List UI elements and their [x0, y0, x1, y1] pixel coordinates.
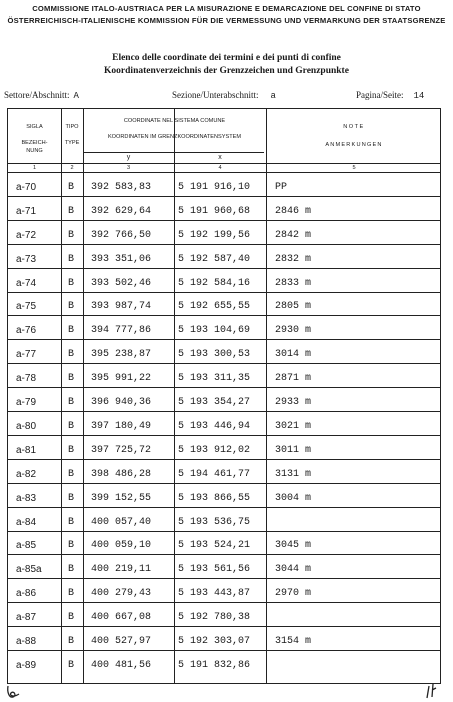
coordinate-y: 400 667,08 — [91, 612, 152, 624]
point-code: a-78 — [16, 373, 37, 385]
list-title-italian: Elenco delle coordinate dei termini e dei punti di confine — [112, 53, 341, 63]
coordinate-x: 5 191 832,86 — [178, 659, 251, 671]
header-bezeichnung: BEZEICH- NUNG — [21, 140, 48, 154]
header-rule — [83, 152, 264, 153]
point-code: a-88 — [16, 636, 37, 647]
coordinate-x: 5 191 916,10 — [178, 181, 251, 193]
point-note: 3131 m — [275, 468, 312, 480]
point-note: 3004 m — [275, 492, 312, 504]
row-rule — [8, 292, 440, 293]
settore-field — [4, 90, 79, 101]
coordinate-y: 400 279,43 — [91, 588, 152, 600]
point-type: B — [68, 301, 75, 313]
point-code: a-87 — [16, 612, 37, 624]
row-rule — [8, 626, 440, 627]
point-note: 2933 m — [275, 397, 312, 408]
row-rule — [8, 411, 440, 412]
point-code: a-70 — [16, 181, 37, 193]
initials-mark-right — [424, 682, 444, 700]
row-rule — [8, 387, 440, 388]
coordinates-table — [7, 108, 441, 684]
row-rule — [8, 578, 440, 579]
point-code: a-81 — [16, 444, 37, 456]
point-code: a-76 — [16, 325, 37, 337]
point-note: 3011 m — [275, 444, 312, 456]
point-type: B — [68, 420, 75, 432]
pagina-field — [356, 90, 424, 101]
point-type: B — [68, 277, 75, 289]
coordinate-x: 5 193 866,55 — [178, 492, 251, 504]
row-rule — [8, 483, 440, 484]
point-type: B — [68, 636, 75, 647]
point-note: 3154 m — [275, 636, 312, 647]
point-code: a-71 — [16, 205, 37, 217]
point-code: a-75 — [16, 301, 37, 313]
coordinate-x: 5 192 584,16 — [178, 277, 251, 289]
point-type: B — [68, 349, 75, 361]
pagina-label: Pagina/Seite: — [356, 90, 404, 100]
point-code: a-82 — [16, 468, 37, 480]
point-note: 2833 m — [275, 277, 312, 289]
coordinate-y: 393 351,06 — [91, 253, 152, 265]
coordinate-x: 5 192 587,40 — [178, 253, 251, 265]
point-code: a-80 — [16, 420, 37, 432]
point-note: PP — [275, 181, 288, 193]
row-rule — [8, 244, 440, 245]
header-y: y — [126, 154, 131, 161]
point-code: a-73 — [16, 253, 37, 265]
header-coord-italian: COORDINATE NEL SISTEMA COMUNE — [123, 118, 226, 124]
coordinate-x: 5 193 300,53 — [178, 349, 251, 361]
initials-mark-left — [4, 684, 26, 700]
settore-label: Settore/Abschnitt: — [4, 90, 70, 100]
coordinate-x: 5 192 303,07 — [178, 636, 251, 647]
point-type: B — [68, 444, 75, 456]
sezione-label: Sezione/Unterabschnitt: — [172, 90, 259, 100]
row-rule — [8, 531, 440, 532]
point-code: a-77 — [16, 349, 37, 361]
list-title-german: Koordinatenverzeichnis der Grenzzeichen und Grenzpunkte — [104, 66, 349, 76]
coordinate-y: 395 991,22 — [91, 373, 152, 385]
point-note: 2846 m — [275, 205, 312, 217]
coordinate-y: 393 987,74 — [91, 301, 152, 313]
header-typ: TYPE — [64, 140, 80, 146]
point-type: B — [68, 659, 75, 671]
coordinate-x: 5 193 561,56 — [178, 564, 251, 576]
row-rule — [8, 363, 440, 364]
coordinate-y: 392 766,50 — [91, 229, 152, 241]
point-note: 2871 m — [275, 373, 312, 385]
sezione-value: a — [270, 91, 276, 101]
point-note: 3045 m — [275, 540, 312, 552]
point-code: a-72 — [16, 229, 37, 241]
point-type: B — [68, 492, 75, 504]
coordinate-x: 5 193 524,21 — [178, 540, 251, 552]
point-note: 3021 m — [275, 420, 312, 432]
row-rule — [8, 196, 440, 197]
point-code: a-85 — [16, 540, 37, 552]
coordinate-y: 393 502,46 — [91, 277, 152, 289]
coordinate-y: 400 057,40 — [91, 516, 152, 528]
point-type: B — [68, 373, 75, 385]
coordinate-y: 395 238,87 — [91, 349, 152, 361]
coordinate-y: 398 486,28 — [91, 468, 152, 480]
coordinate-x: 5 194 461,77 — [178, 468, 251, 480]
point-type: B — [68, 397, 75, 408]
coordinate-x: 5 193 311,35 — [178, 373, 251, 385]
sezione-field — [172, 90, 276, 101]
point-type: B — [68, 564, 75, 576]
column-number-3: 3 — [126, 165, 131, 171]
column-number-4: 4 — [218, 165, 222, 171]
header-rule — [8, 172, 440, 173]
commission-header-italian: COMMISSIONE ITALO-AUSTRIACA PER LA MISURAZIONE E DEMARCAZIONE DEL CONFINE DI STATO — [32, 4, 421, 13]
point-type: B — [68, 468, 75, 480]
coordinate-y: 396 940,36 — [91, 397, 152, 408]
row-rule — [8, 650, 440, 651]
coordinate-y: 397 725,72 — [91, 444, 152, 456]
row-rule — [8, 220, 440, 221]
point-code: a-83 — [16, 492, 37, 504]
coordinate-y: 397 180,49 — [91, 420, 152, 432]
point-note: 2930 m — [275, 325, 312, 337]
commission-header-german: ÖSTERREICHISCH-ITALIENISCHE KOMMISSION FÜR DIE VERMESSUNG UND VERMARKUNG DER STAATSGRENZE — [7, 16, 446, 25]
pagina-value: 14 — [413, 91, 425, 101]
point-type: B — [68, 540, 75, 552]
column-number-1: 1 — [32, 165, 37, 171]
header-anmerkungen: ANMERKUNGEN — [325, 142, 383, 148]
column-number-2: 2 — [70, 165, 74, 171]
point-code: a-86 — [16, 588, 37, 600]
coordinate-y: 392 629,64 — [91, 205, 152, 217]
point-code: a-85a — [16, 564, 42, 576]
coordinate-y: 394 777,86 — [91, 325, 152, 337]
coordinate-x: 5 193 912,02 — [178, 444, 251, 456]
coordinate-x: 5 192 655,55 — [178, 301, 251, 313]
coordinate-y: 400 527,97 — [91, 636, 152, 647]
coordinate-y: 399 152,55 — [91, 492, 152, 504]
point-code: a-79 — [16, 397, 37, 408]
point-type: B — [68, 588, 75, 600]
coordinate-y: 400 219,11 — [91, 564, 152, 576]
header-tipo: TIPO — [65, 124, 79, 130]
coordinate-y: 392 583,83 — [91, 181, 152, 193]
point-note: 2832 m — [275, 253, 312, 265]
coordinate-x: 5 192 780,38 — [178, 612, 251, 624]
coordinate-y: 400 059,10 — [91, 540, 152, 552]
row-rule — [8, 315, 440, 316]
header-coord-german: KOORDINATEN IM GRENZKOORDINATENSYSTEM — [107, 134, 242, 140]
point-note: 2970 m — [275, 588, 312, 600]
point-note: 3044 m — [275, 564, 312, 576]
point-type: B — [68, 516, 75, 528]
coordinate-x: 5 193 104,69 — [178, 325, 251, 337]
point-type: B — [68, 325, 75, 337]
coordinate-x: 5 191 960,68 — [178, 205, 251, 217]
point-note: 2842 m — [275, 229, 312, 241]
header-x: x — [218, 154, 222, 161]
point-note: 3014 m — [275, 349, 312, 361]
point-type: B — [68, 205, 75, 217]
row-rule — [8, 554, 440, 555]
header-note: NOTE — [343, 124, 365, 130]
point-code: a-74 — [16, 277, 37, 289]
row-rule — [8, 459, 440, 460]
point-type: B — [68, 253, 75, 265]
coordinate-x: 5 193 446,94 — [178, 420, 251, 432]
point-code: a-89 — [16, 659, 37, 671]
column-number-5: 5 — [352, 165, 356, 171]
row-rule — [8, 602, 440, 603]
row-rule — [8, 507, 440, 508]
header-sigla: SIGLA — [26, 124, 43, 130]
point-note: 2805 m — [275, 301, 312, 313]
point-type: B — [68, 229, 75, 241]
coordinate-x: 5 192 199,56 — [178, 229, 251, 241]
coordinate-x: 5 193 536,75 — [178, 516, 251, 528]
point-type: B — [68, 612, 75, 624]
row-rule — [8, 435, 440, 436]
row-rule — [8, 339, 440, 340]
coordinate-x: 5 193 354,27 — [178, 397, 251, 408]
point-type: B — [68, 181, 75, 193]
coordinate-x: 5 193 443,87 — [178, 588, 251, 600]
point-code: a-84 — [16, 516, 37, 528]
coordinate-y: 400 481,56 — [91, 659, 152, 671]
row-rule — [8, 268, 440, 269]
settore-value: A — [73, 91, 79, 101]
